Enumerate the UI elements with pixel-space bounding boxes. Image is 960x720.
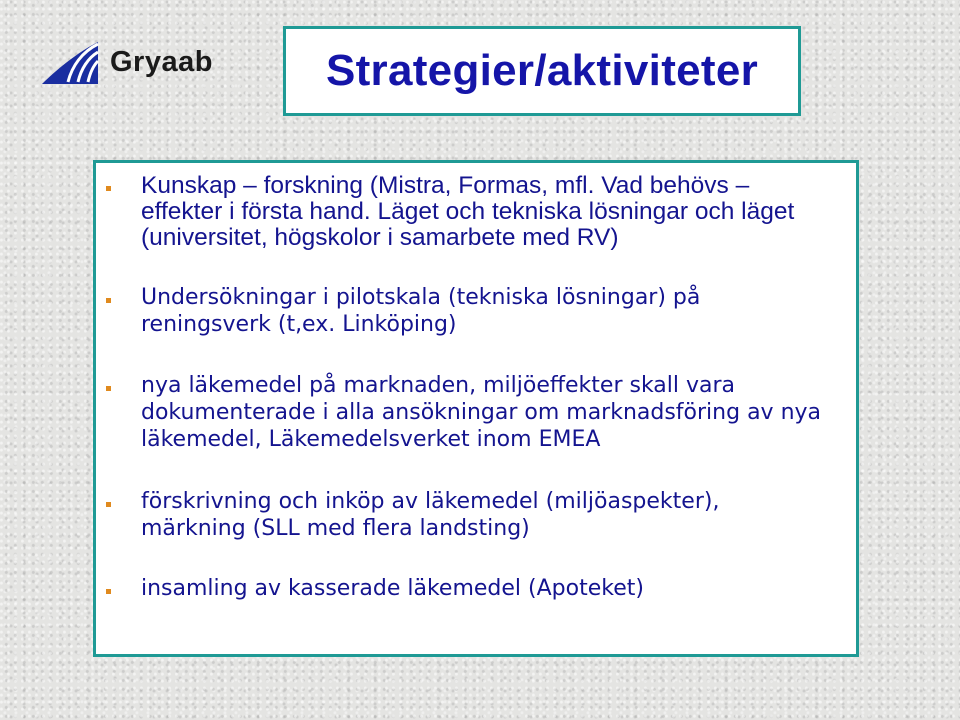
page-title: Strategier/aktiviteter bbox=[325, 46, 759, 95]
list-item-text: förskrivning och inköp av läkemedel (miljöaspekter), märkning (SLL med flera landsting) bbox=[141, 489, 720, 541]
title-box bbox=[283, 26, 801, 116]
content-box bbox=[93, 160, 859, 657]
bullet-icon bbox=[106, 386, 111, 391]
bullet-icon bbox=[106, 186, 111, 191]
bullet-icon bbox=[106, 298, 111, 303]
list-item-text: Kunskap – forskning (Mistra, Formas, mfl. Vad behövs – effekter i första hand. Läget och tekniska lösningar och läget (universitet, högskolor i samarbete med RV) bbox=[141, 172, 795, 251]
list-item-text: insamling av kasserade läkemedel (Apoteket) bbox=[141, 576, 644, 601]
gryaab-logo bbox=[38, 36, 228, 92]
list-item-text: nya läkemedel på marknaden, miljöeffekter skall vara dokumenterade i alla ansökningar om marknadsföring av nya läkemedel, Läkemedelsverket inom EMEA bbox=[141, 373, 822, 452]
list-item-text: Undersökningar i pilotskala (tekniska lösningar) på reningsverk (t,ex. Linköping) bbox=[141, 285, 701, 337]
logo-text: Gryaab bbox=[110, 46, 213, 78]
logo-mark-icon bbox=[38, 36, 110, 92]
bullet-icon bbox=[106, 589, 111, 594]
bullet-icon bbox=[106, 502, 111, 507]
